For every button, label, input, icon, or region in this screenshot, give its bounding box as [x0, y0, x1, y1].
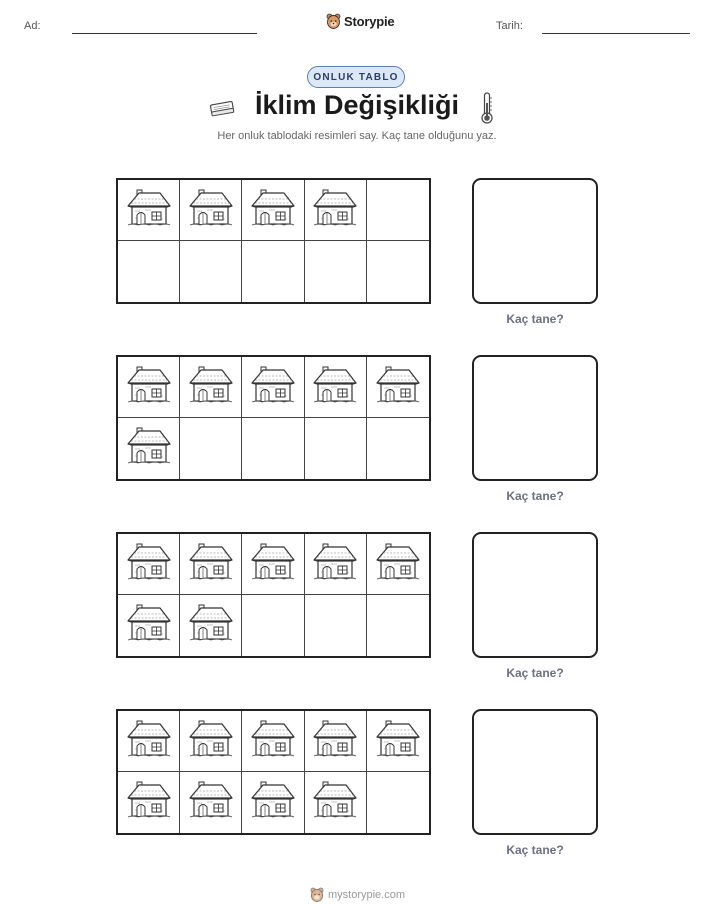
instructions: Her onluk tablodaki resimleri say. Kaç tane olduğunu yaz. — [217, 130, 497, 142]
frame-cell — [180, 357, 242, 418]
name-label: Ad: — [24, 20, 41, 32]
house-icon — [125, 779, 173, 826]
ten-frame-2 — [116, 355, 431, 481]
house-icon — [125, 187, 173, 234]
house-icon — [187, 718, 235, 765]
bear-logo-icon — [310, 887, 324, 903]
page-title: İklim Değişikliği — [254, 90, 460, 120]
brand-name: Storypie — [344, 14, 395, 29]
house-icon — [249, 364, 297, 411]
frame-cell — [367, 772, 429, 833]
frame-cell — [180, 711, 242, 772]
house-icon — [311, 364, 359, 411]
ten-frame-1 — [116, 178, 431, 304]
house-icon — [311, 718, 359, 765]
frame-cell — [118, 418, 180, 479]
bear-logo-icon — [326, 13, 341, 30]
frame-cell — [118, 241, 180, 302]
worksheet-type-badge: ONLUK TABLO — [307, 66, 405, 88]
footer — [310, 887, 405, 903]
frame-cell — [242, 711, 304, 772]
house-icon — [249, 718, 297, 765]
frame-cell — [118, 180, 180, 241]
frame-cell — [367, 180, 429, 241]
date-label: Tarih: — [496, 20, 523, 32]
frame-cell — [180, 772, 242, 833]
frame-cell — [305, 595, 367, 656]
house-icon — [125, 364, 173, 411]
house-icon — [374, 718, 422, 765]
frame-cell — [242, 595, 304, 656]
frame-cell — [305, 180, 367, 241]
frame-cell — [242, 534, 304, 595]
house-icon — [187, 187, 235, 234]
answer-label-4: Kaç tane? — [506, 843, 564, 857]
frame-cell — [180, 595, 242, 656]
frame-cell — [242, 357, 304, 418]
house-icon — [311, 187, 359, 234]
house-icon — [311, 779, 359, 826]
answer-box-1[interactable] — [472, 178, 598, 304]
frame-cell — [305, 772, 367, 833]
house-icon — [187, 779, 235, 826]
footer-url[interactable]: mystorypie.com — [328, 889, 406, 901]
frame-cell — [367, 595, 429, 656]
frame-cell — [118, 595, 180, 656]
answer-label-1: Kaç tane? — [506, 312, 564, 326]
house-icon — [374, 364, 422, 411]
house-icon — [249, 779, 297, 826]
frame-cell — [367, 534, 429, 595]
frame-cell — [180, 418, 242, 479]
frame-cell — [118, 357, 180, 418]
house-icon — [249, 187, 297, 234]
frame-cell — [180, 534, 242, 595]
ten-frame-3 — [116, 532, 431, 658]
house-icon — [125, 602, 173, 649]
frame-cell — [367, 418, 429, 479]
title-row — [0, 88, 714, 128]
house-icon — [125, 425, 173, 472]
frame-cell — [118, 534, 180, 595]
house-icon — [125, 718, 173, 765]
house-icon — [125, 541, 173, 588]
name-line[interactable] — [72, 33, 257, 34]
answer-box-3[interactable] — [472, 532, 598, 658]
house-icon — [187, 541, 235, 588]
answer-label-2: Kaç tane? — [506, 489, 564, 503]
frame-cell — [367, 357, 429, 418]
frame-cell — [367, 711, 429, 772]
brand-logo — [326, 13, 394, 30]
house-icon — [249, 541, 297, 588]
answer-box-4[interactable] — [472, 709, 598, 835]
answer-label-3: Kaç tane? — [506, 666, 564, 680]
frame-cell — [118, 772, 180, 833]
frame-cell — [305, 711, 367, 772]
date-line[interactable] — [542, 33, 690, 34]
frame-cell — [242, 772, 304, 833]
frame-cell — [242, 180, 304, 241]
frame-cell — [118, 711, 180, 772]
thermometer-icon — [479, 91, 495, 125]
frame-cell — [305, 357, 367, 418]
frame-cell — [242, 418, 304, 479]
house-icon — [187, 602, 235, 649]
house-icon — [187, 364, 235, 411]
frame-cell — [180, 241, 242, 302]
house-icon — [311, 541, 359, 588]
frame-cell — [305, 534, 367, 595]
frame-cell — [305, 418, 367, 479]
answer-box-2[interactable] — [472, 355, 598, 481]
frame-cell — [305, 241, 367, 302]
frame-cell — [367, 241, 429, 302]
frame-cell — [242, 241, 304, 302]
frame-cell — [180, 180, 242, 241]
house-icon — [374, 541, 422, 588]
ten-frame-4 — [116, 709, 431, 835]
